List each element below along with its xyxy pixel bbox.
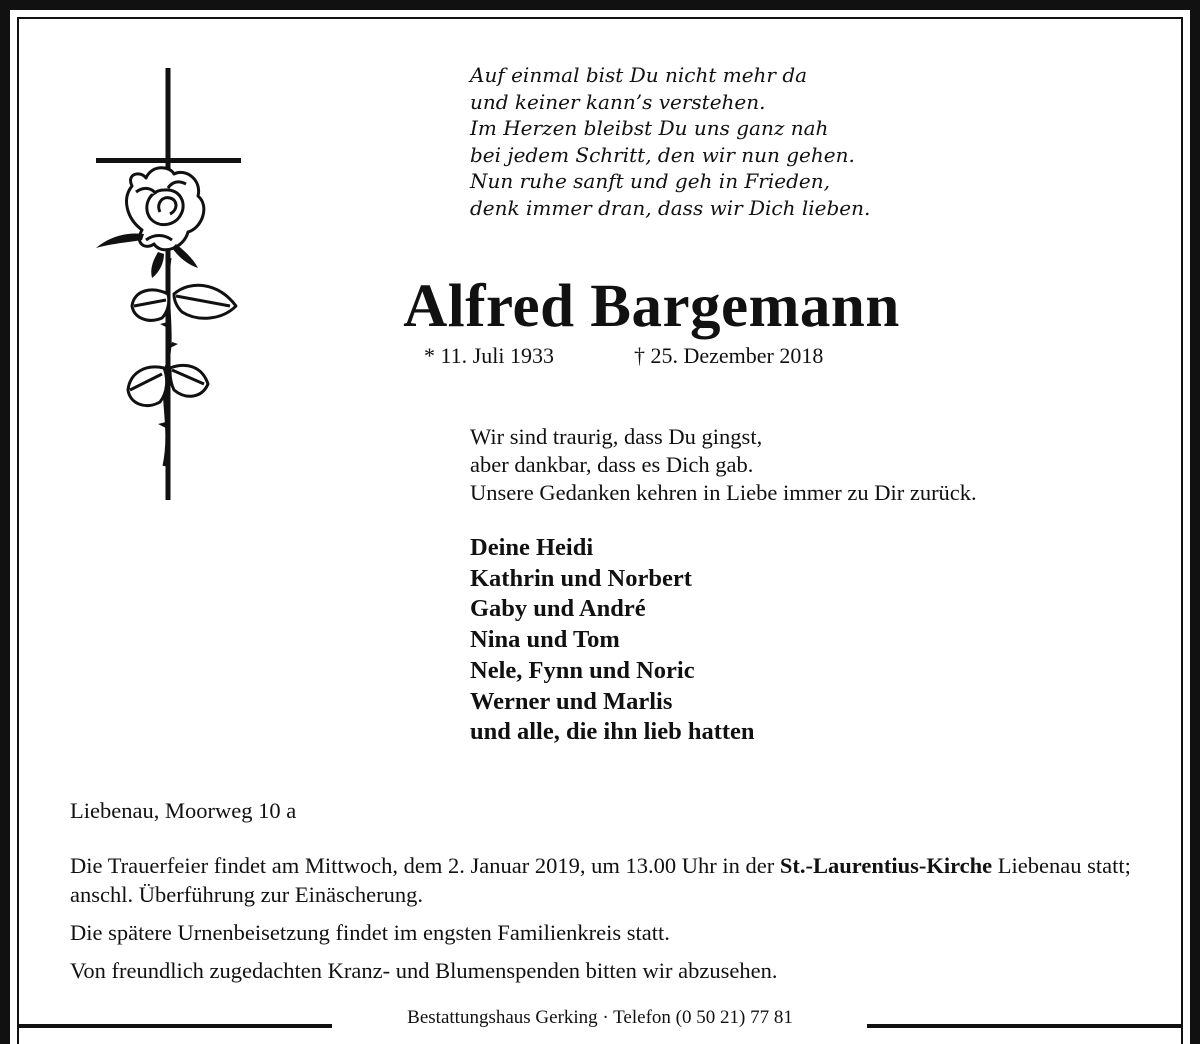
mourner-line: und alle, die ihn lieb hatten — [470, 718, 755, 746]
tribute-line: aber dankbar, dass es Dich gab. — [470, 452, 754, 477]
deceased-name: Alfred Bargemann — [403, 273, 900, 340]
flowers-note: Von freundlich zugedachten Kranz- und Blumenspenden bitten wir abzusehen. — [70, 958, 778, 983]
poem-line: denk immer dran, dass wir Dich lieben. — [470, 195, 871, 220]
poem-line: Auf einmal bist Du nicht mehr da — [470, 63, 808, 87]
urn-burial-info: Die spätere Urnenbeisetzung findet im engsten Familienkreis statt. — [70, 920, 670, 945]
mourner-line: Deine Heidi — [470, 534, 594, 561]
service-suffix: Liebenau statt; anschl. Überführung zur Einäscherung. — [70, 853, 1131, 907]
mourner-line: Werner und Marlis — [470, 687, 673, 715]
tribute-line: Unsere Gedanken kehren in Liebe immer zu Dir zurück. — [470, 480, 977, 505]
tribute-line: Wir sind traurig, dass Du gingst, — [470, 424, 763, 449]
poem-line: Im Herzen bleibst Du uns ganz nah — [470, 116, 829, 140]
family-address: Liebenau, Moorweg 10 a — [70, 798, 297, 823]
church-name: St.-Laurentius-Kirche — [779, 853, 993, 878]
memorial-poem — [470, 62, 870, 221]
death-date: † 25. Dezember 2018 — [634, 343, 824, 368]
service-prefix: Die Trauerfeier findet am Mittwoch, dem 2. Januar 2019, um 13.00 Uhr in der — [70, 853, 780, 878]
mourner-line: Nina und Tom — [470, 626, 620, 654]
tribute-text — [470, 423, 977, 507]
poem-line: bei jedem Schritt, den wir nun gehen. — [470, 142, 855, 167]
funeral-service-info — [70, 851, 1140, 909]
service-details — [70, 851, 1140, 985]
mourner-line: Nele, Fynn und Noric — [470, 656, 695, 684]
birth-date: * 11. Juli 1933 — [424, 343, 554, 368]
mourner-line: Gaby und André — [470, 595, 646, 623]
mourner-line: Kathrin und Norbert — [470, 564, 692, 592]
poem-line: Nun ruhe sanft und geh in Frieden, — [470, 169, 830, 193]
funeral-home-footer: Bestattungshaus Gerking · Telefon (0 50 21) 77 81 — [407, 1007, 793, 1028]
mourners-list — [470, 533, 755, 748]
poem-line: und keiner kann’s verstehen. — [470, 89, 766, 114]
